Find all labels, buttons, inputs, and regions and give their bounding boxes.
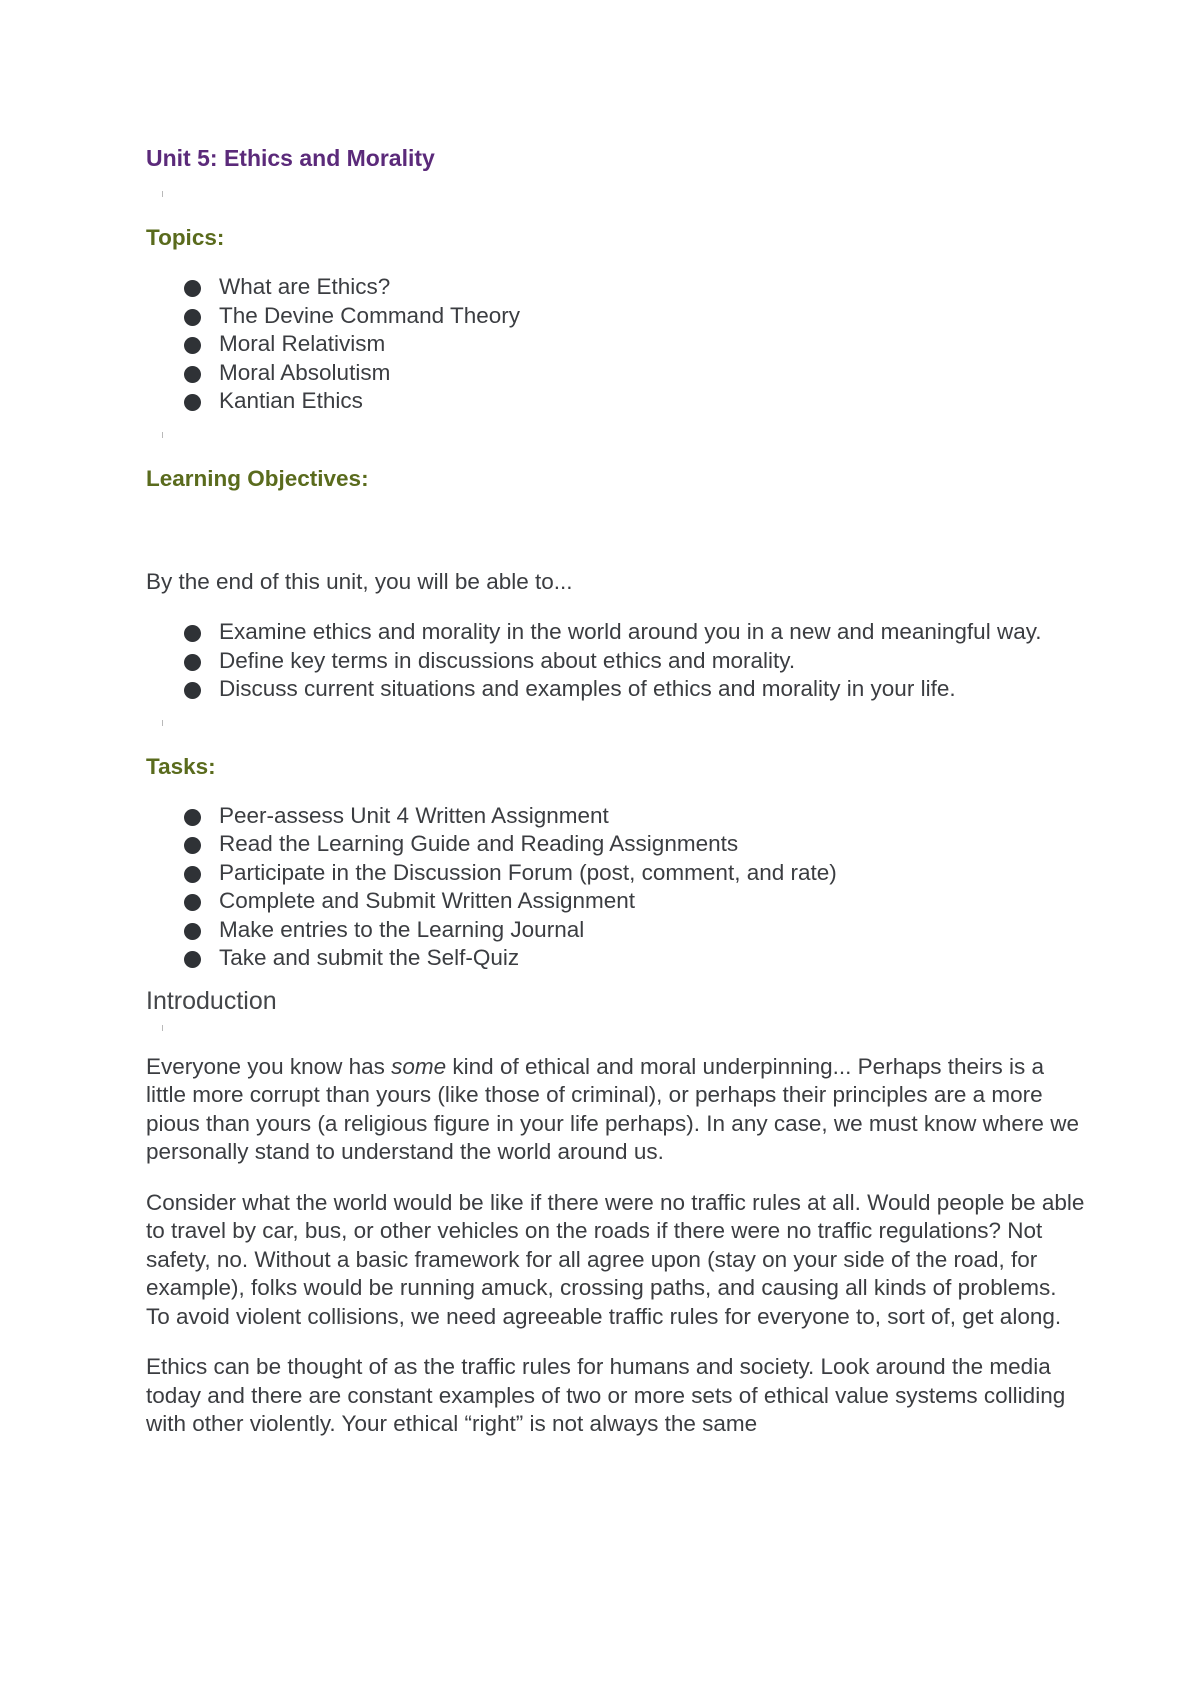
list-item: Read the Learning Guide and Reading Assignments xyxy=(146,830,1086,859)
bullet-icon xyxy=(184,809,201,826)
intro-paragraph-1: Everyone you know has some kind of ethical and moral underpinning... Perhaps theirs is a little more corrupt than yours (like those of criminal), or perhaps their principles are a more pious than yours (a religious figure in your life perhaps). In any case, we must know where we personally stand to understand the world around us. xyxy=(146,1053,1079,1164)
list-item: Complete and Submit Written Assignment xyxy=(146,887,1086,916)
bullet-icon xyxy=(184,337,201,354)
bullet-icon xyxy=(184,654,201,671)
list-item: Define key terms in discussions about ethics and morality. xyxy=(146,647,1086,676)
bullet-icon xyxy=(184,309,201,326)
list-item: Discuss current situations and examples of ethics and morality in your life. xyxy=(146,675,1086,704)
list-item: Take and submit the Self-Quiz xyxy=(146,944,1086,973)
list-item: The Devine Command Theory xyxy=(146,302,1086,331)
learning-objectives-heading: Learning Objectives: xyxy=(146,465,369,491)
list-item: Examine ethics and morality in the world around you in a new and meaningful way. xyxy=(146,618,1086,647)
introduction-heading: Introduction xyxy=(146,986,277,1015)
list-item: Participate in the Discussion Forum (post, comment, and rate) xyxy=(146,859,1086,888)
objectives-lead: By the end of this unit, you will be able to... xyxy=(146,568,573,594)
list-item: Peer-assess Unit 4 Written Assignment xyxy=(146,802,1086,831)
list-item: What are Ethics? xyxy=(146,273,1086,302)
tasks-list xyxy=(146,802,1086,973)
document-page xyxy=(146,143,1086,1439)
bullet-icon xyxy=(184,394,201,411)
bullet-icon xyxy=(184,682,201,699)
empty-line-marker xyxy=(162,1025,163,1031)
objectives-list xyxy=(146,618,1086,704)
empty-line-marker xyxy=(162,432,163,438)
topics-list xyxy=(146,273,1086,416)
empty-line-marker xyxy=(162,191,163,197)
list-item: Moral Relativism xyxy=(146,330,1086,359)
topics-heading: Topics: xyxy=(146,225,225,250)
bullet-icon xyxy=(184,951,201,968)
bullet-icon xyxy=(184,837,201,854)
tasks-heading: Tasks: xyxy=(146,753,216,779)
list-item: Make entries to the Learning Journal xyxy=(146,916,1086,945)
empty-line-marker xyxy=(162,720,163,726)
bullet-icon xyxy=(184,866,201,883)
list-item: Kantian Ethics xyxy=(146,387,1086,416)
intro-paragraph-2: Consider what the world would be like if there were no traffic rules at all. Would people be able to travel by car, bus, or other vehicles on the roads if there were no traffic regulations? Not safety, no. Without a basic framework for all agree upon (stay on your side of the road, for example), folks would be running amuck, crossing paths, and causing all kinds of problems. To avoid violent collisions, we need agreeable traffic rules for everyone to, sort of, get along. xyxy=(146,1189,1085,1329)
bullet-icon xyxy=(184,366,201,383)
list-item: Moral Absolutism xyxy=(146,359,1086,388)
unit-title: Unit 5: Ethics and Morality xyxy=(146,145,435,171)
bullet-icon xyxy=(184,625,201,642)
bullet-icon xyxy=(184,280,201,297)
bullet-icon xyxy=(184,923,201,940)
intro-paragraph-3: Ethics can be thought of as the traffic rules for humans and society. Look around the media today and there are constant examples of two or more sets of ethical value systems colliding with other violently. Your ethical “right” is not always the same xyxy=(146,1354,1066,1436)
bullet-icon xyxy=(184,894,201,911)
